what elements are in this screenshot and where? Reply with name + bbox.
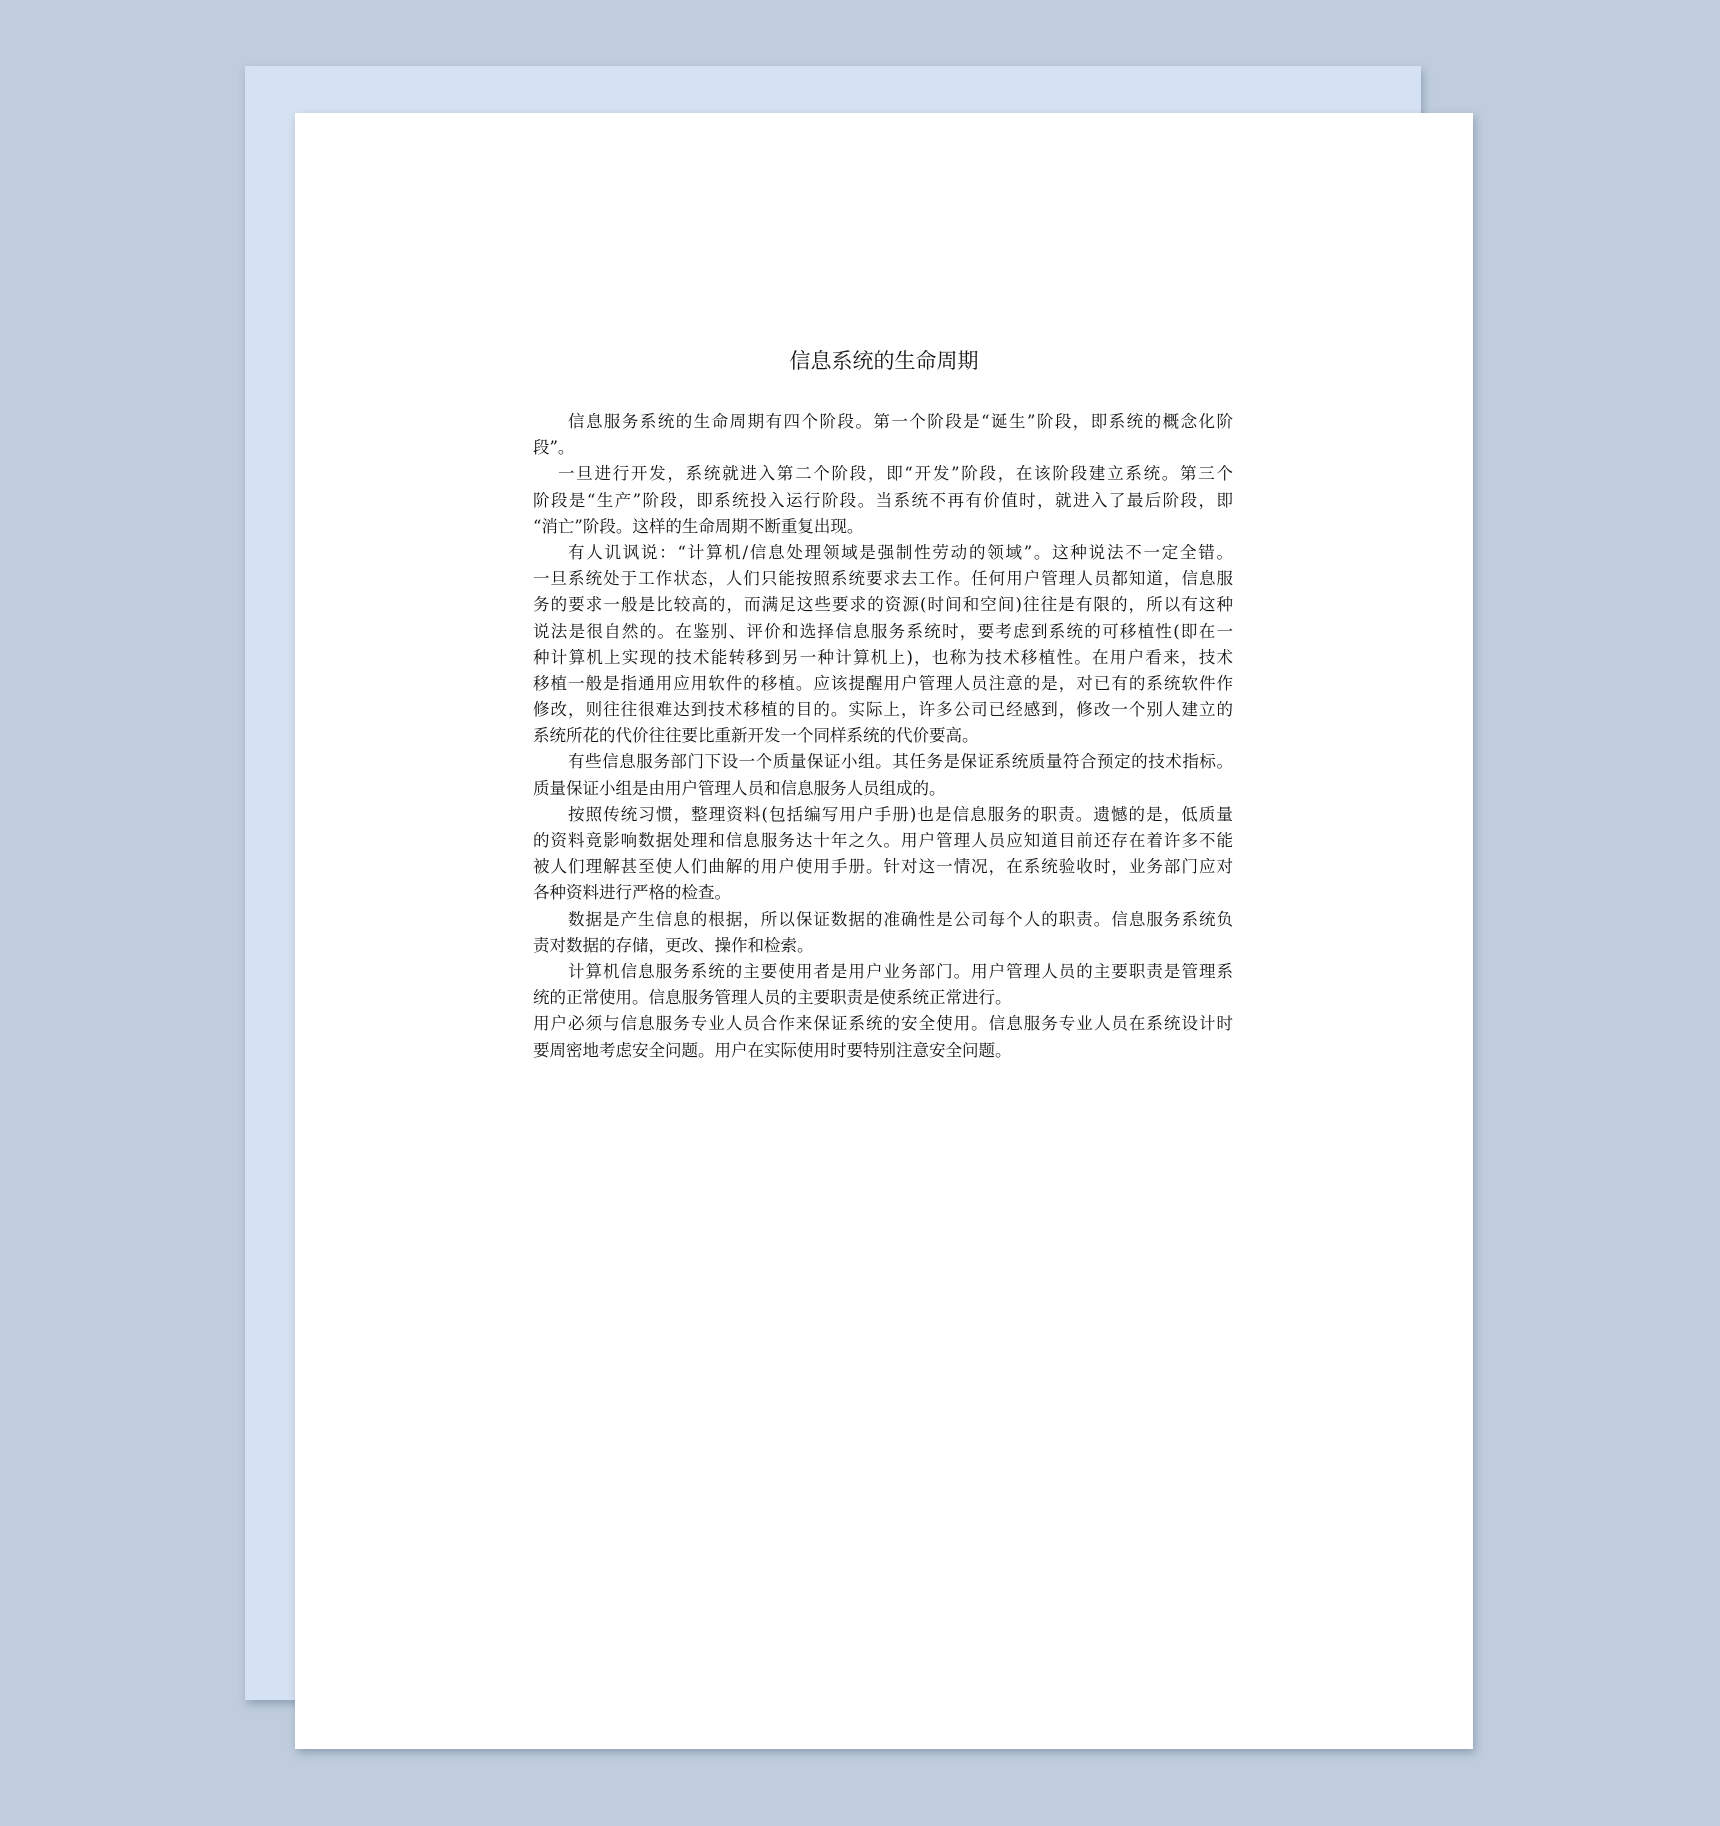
paragraph — [533, 959, 1233, 1011]
text-line: 一旦进行开发，系统就进入第二个阶段，即“开发”阶段，在该阶段建立系统。第三个 — [558, 464, 1233, 484]
text-line: 用户必须与信息服务专业人员合作来保证系统的安全使用。信息服务专业人员在系统设计时 — [533, 1014, 1233, 1034]
paragraph — [533, 802, 1233, 907]
text-line: 修改，则往往很难达到技术移植的目的。实际上，许多公司已经感到，修改一个别人建立的 — [533, 700, 1233, 720]
text-line: 说法是很自然的。在鉴别、评价和选择信息服务系统时，要考虑到系统的可移植性(即在一 — [533, 621, 1233, 641]
text-line: 有人讥讽说：“计算机/信息处理领域是强制性劳动的领域”。这种说法不一定全错。 — [568, 542, 1233, 562]
text-line: 质量保证小组是由用户管理人员和信息服务人员组成的。 — [533, 778, 946, 798]
paragraph — [533, 461, 1233, 540]
paragraph — [533, 409, 1233, 461]
text-line: “消亡”阶段。这样的生命周期不断重复出现。 — [533, 516, 864, 536]
document-title: 信息系统的生命周期 — [789, 349, 979, 373]
paragraph — [533, 749, 1233, 801]
text-line: 系统所花的代价往往要比重新开发一个同样系统的代价要高。 — [533, 726, 979, 746]
text-line: 数据是产生信息的根据，所以保证数据的准确性是公司每个人的职责。信息服务系统负 — [568, 909, 1233, 929]
text-line: 段”。 — [533, 438, 575, 458]
paragraph — [533, 907, 1233, 959]
text-line: 有些信息服务部门下设一个质量保证小组。其任务是保证系统质量符合预定的技术指标。 — [568, 752, 1233, 772]
text-line: 务的要求一般是比较高的，而满足这些要求的资源(时间和空间)往往是有限的，所以有这种 — [533, 595, 1233, 615]
text-line: 责对数据的存储，更改、操作和检索。 — [533, 935, 814, 955]
text-line: 各种资料进行严格的检查。 — [533, 883, 731, 903]
document-page — [295, 113, 1473, 1749]
text-line: 的资料竟影响数据处理和信息服务达十年之久。用户管理人员应知道目前还存在着许多不能 — [533, 831, 1233, 850]
text-line: 信息服务系统的生命周期有四个阶段。第一个阶段是“诞生”阶段，即系统的概念化阶 — [568, 412, 1233, 431]
text-line: 按照传统习惯，整理资料(包括编写用户手册)也是信息服务的职责。遗憾的是，低质量 — [568, 804, 1233, 824]
document-body — [533, 409, 1233, 1064]
text-line: 要周密地考虑安全问题。用户在实际使用时要特别注意安全问题。 — [533, 1040, 1012, 1060]
text-line: 移植一般是指通用应用软件的移植。应该提醒用户管理人员注意的是，对已有的系统软件作 — [533, 673, 1233, 693]
text-line: 阶段是“生产”阶段，即系统投入运行阶段。当系统不再有价值时，就进入了最后阶段，即 — [533, 490, 1233, 510]
text-line: 计算机信息服务系统的主要使用者是用户业务部门。用户管理人员的主要职责是管理系 — [568, 961, 1233, 981]
paragraph — [533, 1011, 1233, 1063]
text-line: 一旦系统处于工作状态，人们只能按照系统要求去工作。任何用户管理人员都知道，信息服 — [533, 569, 1233, 589]
text-line: 被人们理解甚至使人们曲解的用户使用手册。针对这一情况，在系统验收时，业务部门应对 — [533, 857, 1233, 877]
paragraph — [533, 540, 1233, 750]
text-line: 种计算机上实现的技术能转移到另一种计算机上)，也称为技术移植性。在用户看来，技术 — [533, 647, 1233, 667]
text-line: 统的正常使用。信息服务管理人员的主要职责是使系统正常进行。 — [533, 988, 1012, 1008]
